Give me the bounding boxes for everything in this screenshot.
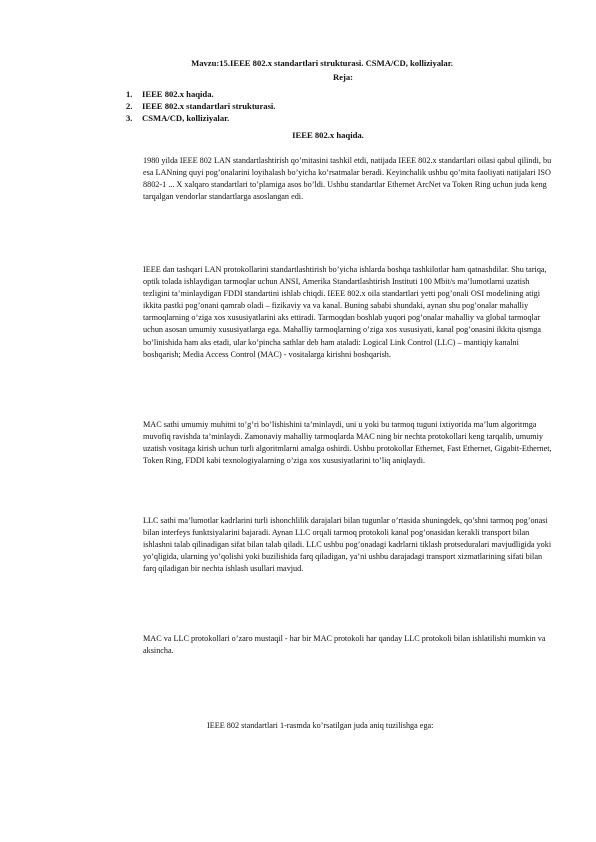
plan-list [126, 88, 426, 125]
plan-item-number: 2. [126, 101, 133, 112]
paragraph-mac-llc-independence: MAC va LLC protokollari o’zaro mustaqil - har bir MAC protokoli har qanday LLC protokoli bilan ishlatilishi mumkin va aksincha. [143, 634, 546, 656]
paragraph-intro: 1980 yilda IEEE 802 LAN standartlashtirish qo’mitasini tashkil etdi, natijada IEEE 802.x standartlari oilasi qabul qilindi, bu esa LANning quyi pog’onalarini loyihalash bo’yicha ko’rsatmalar beradi. Keyinchalik ushbu qo’mita faoliyati natijalari ISO 8802-1 ... X xalqaro standartlari to’plamiga asos bo’ldi. Ushbu standartlar Ethernet ArcNet va Token Ring uchun juda keng tarqalgan vendorlar standartlarga asoslangan edi. [143, 156, 552, 202]
plan-item [126, 112, 426, 124]
plan-item-text: CSMA/CD, kolliziyalar. [142, 113, 230, 124]
section-heading: IEEE 802.x haqida. [292, 130, 364, 140]
plan-item-text: IEEE 802.x standartlari strukturasi. [142, 101, 276, 112]
paragraph-llc-layer: LLC sathi ma’lumotlar kadrlarini turli ishonchlilik darajalari bilan tugunlar o’rtasida shuningdek, qo’shni tarmoq pog’onasi bilan interfeys funktsiyalarini bajaradi. Aynan LLC orqali tarmoq protokoli kanal pog’onasidan kerakli transport bilan ishlashni talab qilinadigan sifat bilan talab qiladi. LLC ushbu pog’onadagi kadrlarni tiklash protseduralari mavjudligida yoki yo’qligida, ularning yo’qolishi yoki buzilishida farq qiladigan, ya’ni ushbu darajadagi transport xizmatlarining sifati bilan farq qiladigan bir nechta ishlash usullari mavjud. [143, 516, 552, 574]
plan-item-text: IEEE 802.x haqida. [142, 89, 214, 99]
plan-heading: Reja: [332, 72, 354, 82]
paragraph-mac-layer: MAC sathi umumiy muhitni to’g’ri bo’lishishini ta’minlaydi, uni u yoki bu tarmoq tuguni ixtiyorida ma’lum algoritmga muvofiq ravishda ta’minlaydi. Zamonaviy mahalliy tarmoqlarda MAC ning bir nechta protokollari keng tarqalib, umumiy uzatish vositaga kirish uchun turli algoritmlarni amalga oshirdi. Ushbu protokollar Ethernet, Fast Ethernet, Gigabit-Ethernet, Token Ring, FDDI kabi texnologiyalarning o’ziga xos xususiyatlarini to’liq aniqlaydi. [143, 420, 552, 466]
document-title: Mavzu:15.IEEE 802.x standartlari strukturasi. CSMA/CD, kolliziyalar. [191, 58, 453, 68]
plan-item-number: 1. [126, 89, 133, 99]
figure-caption: IEEE 802 standartlari 1-rasmda ko’rsatilgan juda aniq tuzilishga ega: [207, 721, 434, 730]
plan-item [126, 100, 426, 112]
plan-item-number: 3. [126, 113, 133, 124]
plan-item [126, 88, 426, 100]
paragraph-lan-protocols: IEEE dan tashqari LAN protokollarini standartlashtirish bo’yicha ishlarda boshqa tashkilotlar ham qatnashdilar. Shu tariqa, optik tolada ishlaydigan tarmoqlar uchun ANSI, Amerika Standartlashtirish Instituti 100 Mbit/s ma’lumotlarni uzatish tezligini ta’minlaydigan FDDI standartini ishlab chiqdi. IEEE 802.x oila standartlari yetti pog’onali OSI modelining atigi ikkita pastki pog’onani qamrab oladi – fizikaviy va va kanal. Buning sababi shundaki, aynan shu pog’onalar mahalliy tarmoqlarning o’ziga xos xususiyatlarini aks ettiradi. Tarmoqdan boshlab yuqori pog’onalar mahalliy va global tarmoqlar uchun asosan umumiy xususiyatlarga ega. Mahalliy tarmoqlarning o’ziga xos xususiyati, kanal pog’onasini ikkita qismga bo’linishida ham aks etadi, ular ko’pincha sathlar deb ham ataladi: Logical Link Control (LLC) – mantiqiy kanalni boshqarish; Media Access Control (MAC) - vositalarga kirishni boshqarish. [143, 265, 547, 359]
